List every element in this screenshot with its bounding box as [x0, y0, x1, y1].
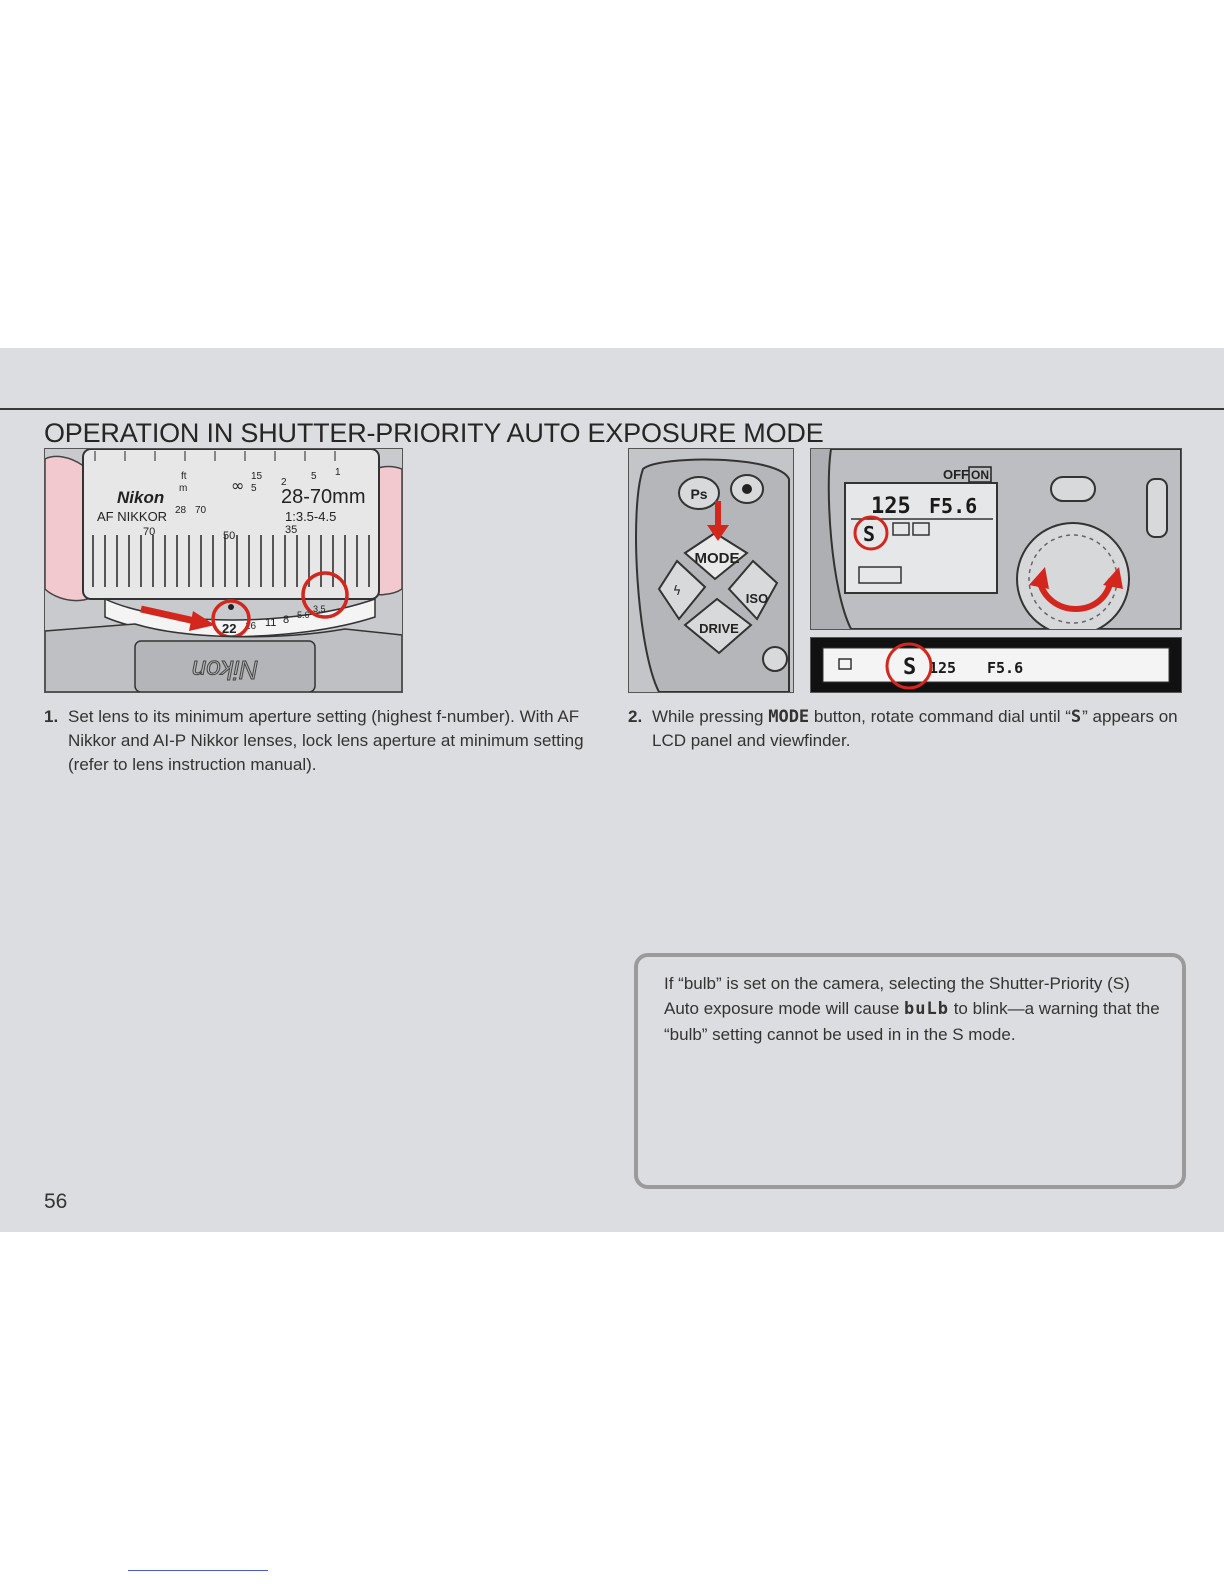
zoom-28: 28	[175, 505, 187, 516]
fstop-11: 11	[265, 617, 277, 629]
body-logo: Nikon	[191, 655, 259, 685]
page-title: OPERATION IN SHUTTER-PRIORITY AUTO EXPOSURE MODE	[44, 418, 824, 448]
lens-focal: 28-70mm	[281, 486, 366, 508]
lcd-mode-value: S	[863, 522, 876, 546]
fstop-16: 16	[245, 621, 257, 632]
fstop-22: 22	[222, 621, 237, 636]
lens-model: AF NIKKOR	[97, 509, 168, 524]
lens-aperture: 1:3.5-4.5	[285, 509, 337, 524]
lcd-shutter-value: 125	[871, 494, 911, 519]
scale-2: 2	[281, 477, 287, 488]
step-text-part: While pressing	[652, 707, 769, 726]
lcd-panel-illustration	[810, 448, 1182, 630]
header-rule	[0, 408, 1224, 410]
step-text-part: ” appears on LCD panel and viewfinder.	[652, 707, 1178, 750]
step-2	[628, 705, 1184, 753]
zoom-50: 50	[223, 530, 236, 542]
step-text-part: button, rotate command dial until “	[809, 707, 1071, 726]
scale-15: 15	[251, 471, 263, 482]
step-text	[652, 705, 1184, 753]
note-text	[664, 971, 1164, 1047]
scale-infinity: ∞	[231, 476, 245, 495]
zoom-35: 35	[285, 524, 298, 536]
flash-icon: ϟ	[672, 584, 682, 599]
note-text-part: If “bulb” is set on the camera, selecting the Shutter-Priority (S) Auto exposure mode will cause	[664, 974, 1130, 1018]
scale-5: 5	[311, 471, 317, 482]
lcd-aperture-value: F5.6	[929, 494, 978, 518]
metering-button	[1051, 477, 1095, 501]
step-number: 1.	[44, 707, 59, 726]
viewfinder-display	[810, 637, 1182, 693]
step-1	[44, 705, 604, 777]
viewfinder-shutter-value: 125	[929, 659, 957, 677]
note-box	[634, 953, 1186, 1189]
power-off-label: OFF	[943, 467, 969, 482]
step-text: Set lens to its minimum aperture setting (highest f-number). With AF Nikkor and AI-P Nikkor lenses, lock lens aperture at minimum setting (refer to lens instruction manual).	[68, 707, 584, 774]
viewfinder-aperture-value: F5.6	[987, 659, 1024, 677]
iso-label: ISO	[745, 591, 769, 606]
self-timer-icon	[763, 647, 787, 671]
step-number: 2.	[628, 707, 643, 726]
scale-m: m	[179, 483, 188, 494]
fstop-8: 8	[283, 614, 290, 626]
scale-1: 1	[335, 467, 341, 478]
drive-label: DRIVE	[699, 621, 739, 636]
zoom-70: 70	[195, 505, 207, 516]
mode-button-name: MODE	[768, 707, 810, 727]
zoom-70-ring: 70	[143, 526, 156, 538]
power-on-label: ON	[971, 468, 989, 482]
mode-button-illustration	[628, 448, 794, 693]
note-text-part: to blink—a warning that the “bulb” setting cannot be used in in the S mode.	[664, 999, 1160, 1044]
mode-label: MODE	[694, 550, 740, 567]
mode-letter: S	[1070, 707, 1083, 727]
link-underline	[128, 1570, 268, 1571]
lens-brand: Nikon	[117, 488, 165, 507]
page-number: 56	[44, 1190, 68, 1213]
fstop-5-6: 5.6	[297, 610, 310, 620]
lens-illustration	[44, 448, 403, 693]
bulb-display: buLb	[904, 999, 949, 1019]
scale-ft: ft	[181, 471, 187, 482]
viewfinder-mode-value: S	[903, 655, 917, 680]
fstop-3-5: 3.5	[313, 604, 326, 614]
ps-label: Ps	[690, 486, 708, 502]
scale-5-top: 5	[251, 483, 257, 494]
